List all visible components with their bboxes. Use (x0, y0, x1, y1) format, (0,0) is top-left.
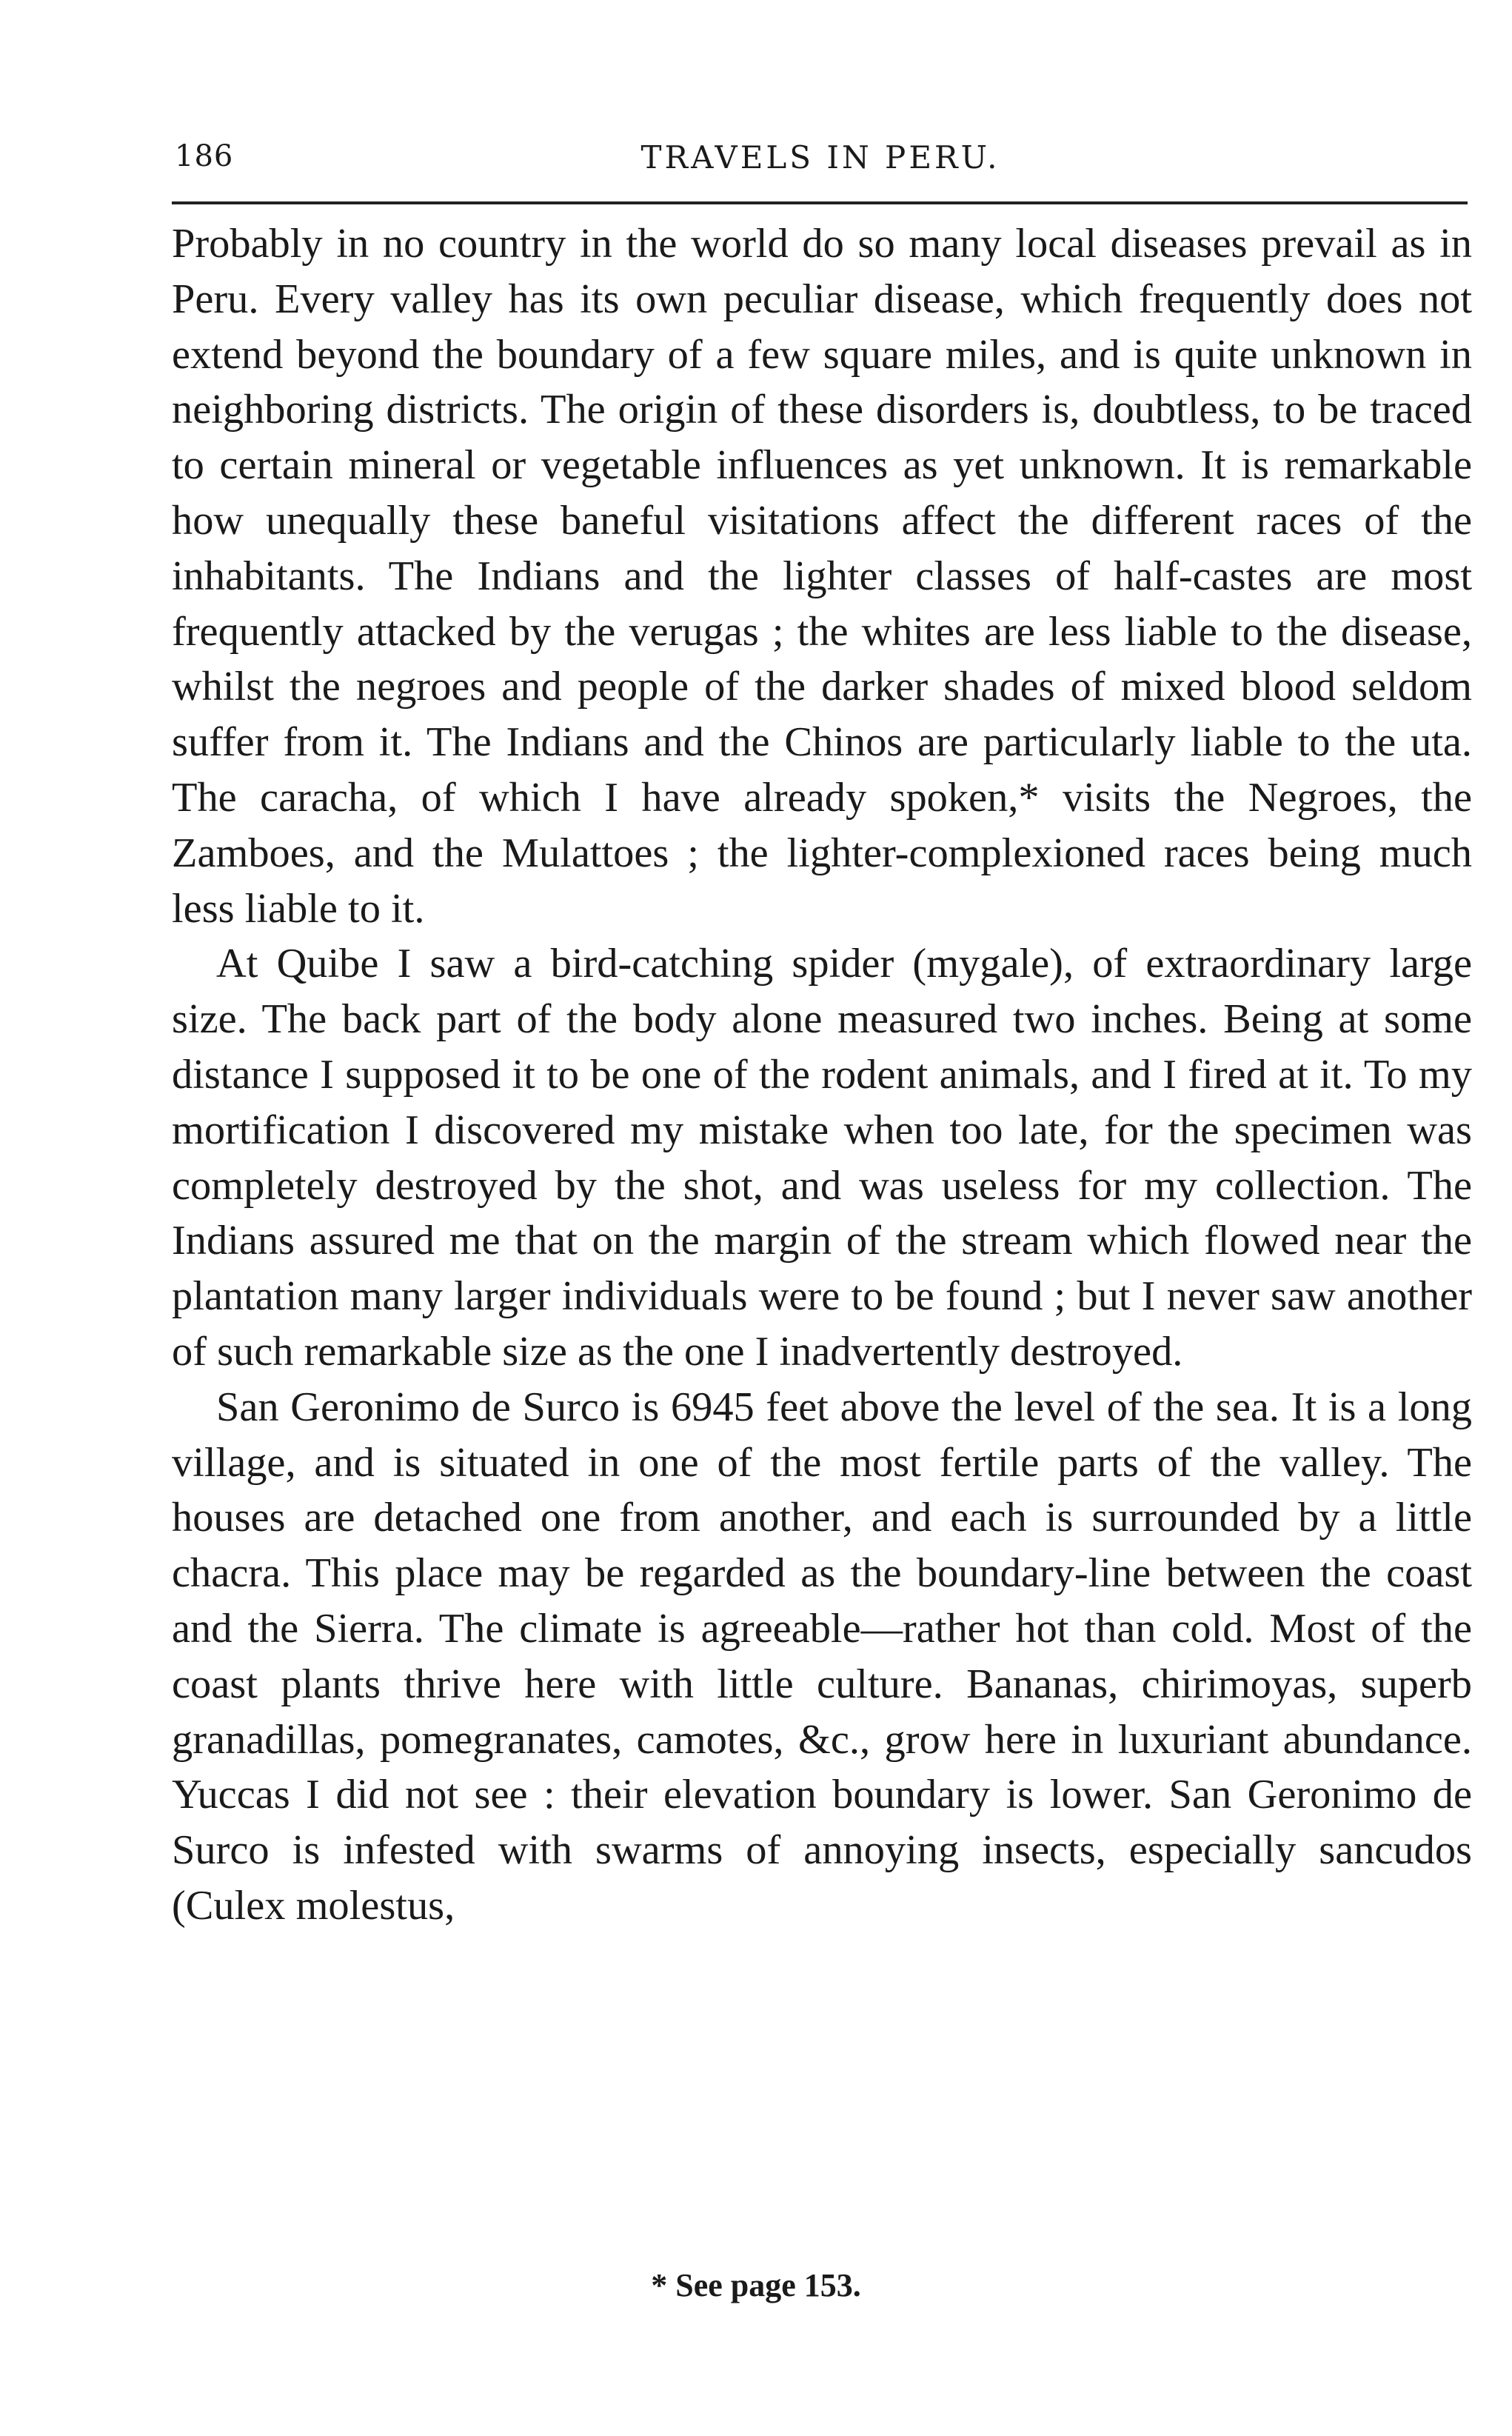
page-header (175, 139, 1466, 191)
body-text (172, 216, 1472, 1934)
paragraph-2: At Quibe I saw a bird-catching spider (mygale), of extraordinary large size. The back part of the body alone measured two inches. Being at some distance I supposed it to be one of the rodent animals, and I fired at it. To my mortification I discovered my mistake when too late, for the specimen was completely destroyed by the shot, and was useless for my collection. The Indians assured me that on the margin of the stream which flowed near the plantation many larger individuals were to be found ; but I never saw another of such remarkable size as the one I inadvertently destroyed. (172, 941, 1472, 1375)
footnote: * See page 153. (651, 2267, 861, 2303)
running-title: TRAVELS IN PERU. (640, 139, 1000, 176)
header-rule (172, 201, 1468, 204)
page-number: 186 (175, 139, 234, 173)
paragraph-3: San Geronimo de Surco is 6945 feet above the level of the sea. It is a long village, and is situated in one of the most fertile parts of the valley. The houses are detached one from another, and each is surrounded by a little chacra. This place may be regarded as the boundary-line between the coast and the Sierra. The climate is agreeable—rather hot than cold. Most of the coast plants thrive here with little culture. Bananas, chirimoyas, superb granadillas, pomegranates, camotes, &c., grow here in luxuriant abundance. Yuccas I did not see : their elevation boundary is lower. San Geronimo de Surco is infested with swarms of annoying insects, especially sancudos (Culex molestus, (172, 1384, 1472, 1929)
paragraph-1: Probably in no country in the world do so many local diseases prevail as in Peru. Every valley has its own peculiar disease, which frequently does not extend beyond the boundary of a few square miles, and is quite unknown in neighboring districts. The origin of these disorders is, doubtless, to be traced to certain mineral or vegetable influences as yet unknown. It is remarkable how unequally these baneful visitations affect the different races of the inhabitants. The Indians and the lighter classes of half-castes are most frequently attacked by the verugas ; the whites are less liable to the disease, whilst the negroes and people of the darker shades of mixed blood seldom suffer from it. The Indians and the Chinos are particularly liable to the uta. The caracha, of which I have already spoken,* visits the Negroes, the Zamboes, and the Mulattoes ; the lighter-complexioned races being much less liable to it. (172, 221, 1472, 932)
